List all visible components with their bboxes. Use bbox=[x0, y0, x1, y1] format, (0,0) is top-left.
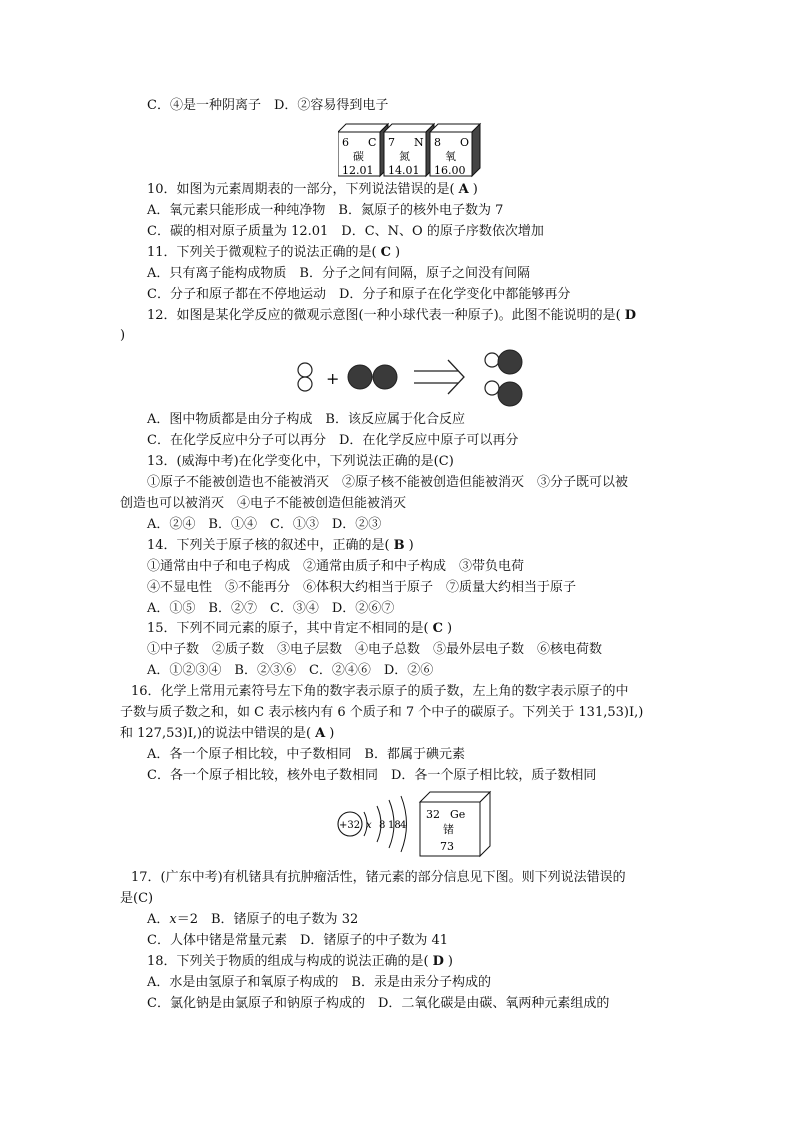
q14-stem: 14．下列关于原子核的叙述中，正确的是( B ) bbox=[147, 538, 414, 553]
cell-symbol: N bbox=[414, 136, 424, 149]
q16-options-cd: C．各一个原子相比较，核外电子数相同 D．各一个原子相比较，质子数相同 bbox=[147, 768, 597, 783]
element-mass: 73 bbox=[440, 840, 454, 853]
q16-stem-1: 16．化学上常用元素符号左下角的数字表示原子的质子数，左上角的数字表示原子的中 bbox=[131, 684, 629, 699]
shell-1-count: x bbox=[366, 820, 372, 831]
q16-answer: A bbox=[315, 726, 326, 741]
q11-stem: 11．下列关于微观粒子的说法正确的是( C ) bbox=[147, 245, 401, 260]
periodic-table-figure bbox=[338, 122, 486, 178]
cell-name: 氧 bbox=[445, 150, 456, 163]
germanium-figure bbox=[334, 786, 494, 858]
shell-2-count: 8 bbox=[379, 820, 386, 831]
q13-statements-1: ①原子不能被创造也不能被消灭 ②原子核不能被创造但能被消灭 ③分子既可以被 bbox=[147, 475, 629, 490]
q16-options-ab: A．各一个原子相比较，中子数相同 B．都属于碘元素 bbox=[147, 747, 465, 762]
q10-options-cd: C．碳的相对原子质量为 12.01 D．C、N、O 的原子序数依次增加 bbox=[147, 224, 544, 239]
cell-name: 碳 bbox=[353, 150, 364, 163]
q18-options-ab: A．水是由氢原子和氧原子构成的 B．汞是由汞分子构成的 bbox=[147, 975, 491, 990]
q13-statements-2: 创造也可以被消灭 ④电子不能被创造但能被消灭 bbox=[120, 496, 407, 511]
reactant-molecule-light bbox=[298, 363, 312, 391]
q15-stem: 15．下列不同元素的原子，其中肯定不相同的是( C ) bbox=[147, 621, 453, 636]
q11-options-ab: A．只有离子能构成物质 B．分子之间有间隔，原子之间没有间隔 bbox=[147, 266, 530, 281]
q13-options: A．②④ B．①④ C．①③ D．②③ bbox=[147, 517, 382, 532]
q16-stem-2: 子数与质子数之和，如 C 表示核内有 6 个质子和 7 个中子的碳原子。下列关于 131,53)I,) bbox=[120, 705, 644, 720]
reactant-molecule-dark bbox=[348, 365, 397, 389]
q16-stem-3: 和 127,53)I,)的说法中错误的是( A ) bbox=[120, 726, 335, 741]
product-molecule-bottom bbox=[485, 381, 522, 406]
q12-answer: D bbox=[624, 308, 637, 323]
shell-3-count: 18 bbox=[388, 820, 401, 831]
shell-4-count: 4 bbox=[400, 820, 407, 831]
germanium-element-card bbox=[420, 792, 490, 856]
element-number: 32 bbox=[426, 808, 440, 821]
q11-options-cd: C．分子和原子都在不停地运动 D．分子和原子在化学变化中都能够再分 bbox=[147, 287, 571, 302]
q12-options-cd: C．在化学反应中分子可以再分 D．在化学反应中原子可以再分 bbox=[147, 433, 519, 448]
reaction-diagram bbox=[290, 346, 530, 410]
q15-statements: ①中子数 ②质子数 ③电子层数 ④电子总数 ⑤最外层电子数 ⑥核电荷数 bbox=[147, 642, 603, 657]
cell-name: 氮 bbox=[399, 150, 410, 163]
q11-answer: C bbox=[380, 245, 391, 260]
q14-statements-2: ④不显电性 ⑤不能再分 ⑥体积大约相当于原子 ⑦质量大约相当于原子 bbox=[147, 580, 577, 595]
cell-mass: 12.01 bbox=[342, 164, 374, 177]
q17-options-ab: A．x＝2 B．锗原子的电子数为 32 bbox=[147, 912, 359, 927]
q12-options-ab: A．图中物质都是由分子构成 B．该反应属于化合反应 bbox=[147, 412, 465, 427]
q10-stem: 10．如图为元素周期表的一部分，下列说法错误的是( A ) bbox=[147, 182, 478, 197]
cell-number: 6 bbox=[342, 136, 349, 149]
q10-options-ab: A．氧元素只能形成一种纯净物 B．氮原子的核外电子数为 7 bbox=[147, 203, 504, 218]
element-name: 锗 bbox=[443, 823, 454, 836]
q12-stem-end: ) bbox=[120, 328, 126, 343]
q18-answer: D bbox=[432, 954, 444, 969]
q15-options: A．①②③④ B．②③⑥ C．②④⑥ D．②⑥ bbox=[147, 663, 434, 678]
q12-stem: 12．如图是某化学反应的微观示意图(一种小球代表一种原子)。此图不能说明的是( D bbox=[147, 308, 637, 323]
atomic-structure-diagram bbox=[338, 796, 407, 852]
product-molecule-top bbox=[485, 350, 522, 374]
cell-mass: 16.00 bbox=[434, 164, 466, 177]
q17-stem-2: 是(C) bbox=[120, 891, 154, 906]
cell-symbol: O bbox=[460, 136, 470, 149]
q18-options-cd: C．氯化钠是由氯原子和钠原子构成的 D．二氧化碳是由碳、氧两种元素组成的 bbox=[147, 996, 610, 1011]
q14-options: A．①⑤ B．②⑦ C．③④ D．②⑥⑦ bbox=[147, 601, 395, 616]
reaction-arrow bbox=[414, 360, 464, 394]
element-symbol: Ge bbox=[450, 808, 466, 821]
cell-symbol: C bbox=[368, 136, 377, 149]
q9-options-cd: C．④是一种阴离子 D．②容易得到电子 bbox=[147, 98, 389, 113]
q15-answer: C bbox=[432, 621, 443, 636]
periodic-cell-carbon bbox=[338, 124, 388, 177]
cell-mass: 14.01 bbox=[388, 164, 420, 177]
q13-stem: 13．(威海中考)在化学变化中，下列说法正确的是(C) bbox=[147, 454, 454, 469]
cell-number: 8 bbox=[434, 136, 441, 149]
q18-stem: 18．下列关于物质的组成与构成的说法正确的是( D ) bbox=[147, 954, 453, 969]
plus-sign: + bbox=[326, 369, 340, 388]
q17-options-cd: C．人体中锗是常量元素 D．锗原子的中子数为 41 bbox=[147, 933, 449, 948]
q14-statements-1: ①通常由中子和电子构成 ②通常由质子和中子构成 ③带负电荷 bbox=[147, 559, 525, 574]
periodic-cell-nitrogen bbox=[384, 124, 434, 177]
q10-answer: A bbox=[458, 182, 469, 197]
cell-number: 7 bbox=[388, 136, 395, 149]
nucleus-charge: +32 bbox=[339, 820, 361, 831]
q17-stem-1: 17．(广东中考)有机锗具有抗肿瘤活性，锗元素的部分信息见下图。则下列说法错误的 bbox=[131, 870, 626, 885]
periodic-cell-oxygen bbox=[430, 124, 480, 177]
q14-answer: B bbox=[393, 538, 405, 553]
